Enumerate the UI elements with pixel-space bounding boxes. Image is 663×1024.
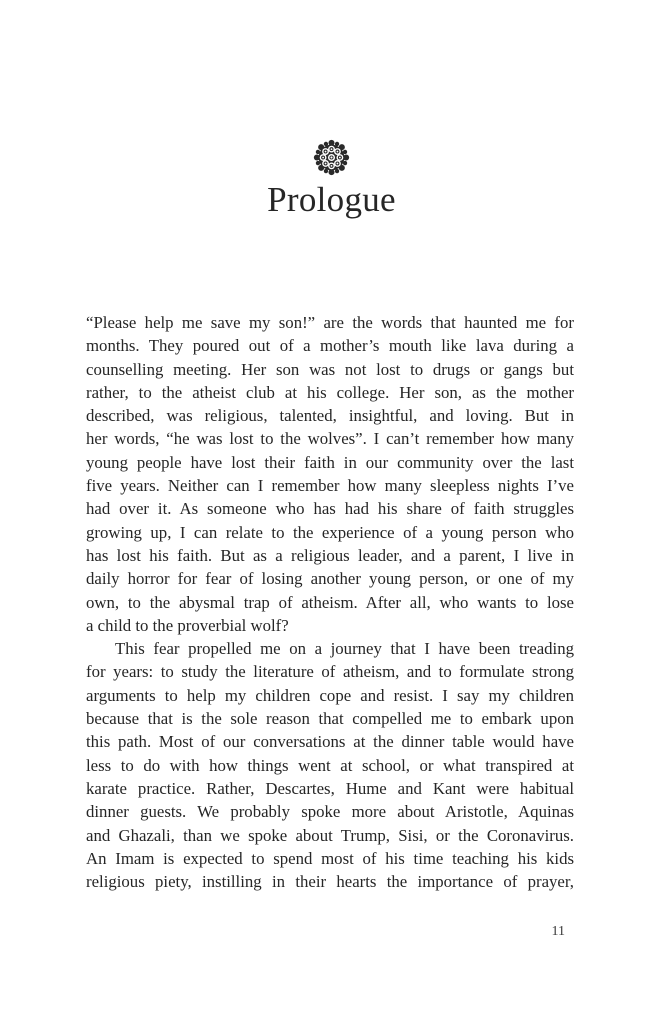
text-line: described, was religious, talented, insightful, and loving. But in (86, 406, 574, 426)
text-line: five years. Neither can I remember how many sleepless nights I’ve (86, 476, 574, 496)
text-line: her words, “he was lost to the wolves”. I can’t remember how many (86, 429, 574, 449)
text-line: An Imam is expected to spend most of his time teaching his kids (86, 848, 574, 868)
text-line: months. They poured out of a mother’s mouth like lava during a (86, 336, 574, 356)
text-line: has lost his faith. But as a religious leader, and a parent, I live in (86, 545, 574, 565)
text-line: for years: to study the literature of atheism, and to formulate strong (86, 662, 574, 682)
text-line: had over it. As someone who has had his share of faith struggles (86, 499, 574, 519)
text-line: This fear propelled me on a journey that I have been treading (115, 639, 574, 659)
body-text (86, 311, 574, 893)
text-line: karate practice. Rather, Descartes, Hume and Kant were habitual (86, 778, 574, 798)
text-line: young people have lost their faith in our community over the last (86, 452, 574, 472)
text-line: because that is the sole reason that compelled me to embark upon (86, 709, 574, 729)
text-line: and Ghazali, than we spoke about Trump, Sisi, or the Coronavirus. (86, 825, 574, 845)
chapter-heading: Prologue (267, 180, 396, 219)
text-line: daily horror for fear of losing another young person, or one of my (86, 569, 574, 589)
text-line: less to do with how things went at school, or what transpired at (86, 755, 574, 775)
rosette-ornament-icon (312, 138, 351, 177)
text-line: rather, to the atheist club at his college. Her son, as the mother (86, 382, 574, 402)
text-line: growing up, I can relate to the experience of a young person who (86, 522, 574, 542)
text-line: counselling meeting. Her son was not lost to drugs or gangs but (86, 359, 574, 379)
text-line: “Please help me save my son!” are the words that haunted me for (86, 313, 574, 332)
paragraph (86, 637, 574, 893)
text-line: religious piety, instilling in their hearts the importance of prayer, (86, 872, 574, 892)
text-line: a child to the proverbial wolf? (86, 615, 289, 635)
text-line: this path. Most of our conversations at the dinner table would have (86, 732, 574, 752)
paragraph (86, 311, 574, 637)
text-line: dinner guests. We probably spoke more about Aristotle, Aquinas (86, 802, 574, 822)
page-number: 11 (551, 924, 565, 939)
text-line: own, to the abysmal trap of atheism. After all, who wants to lose (86, 592, 574, 612)
text-line: arguments to help my children cope and resist. I say my children (86, 685, 574, 705)
